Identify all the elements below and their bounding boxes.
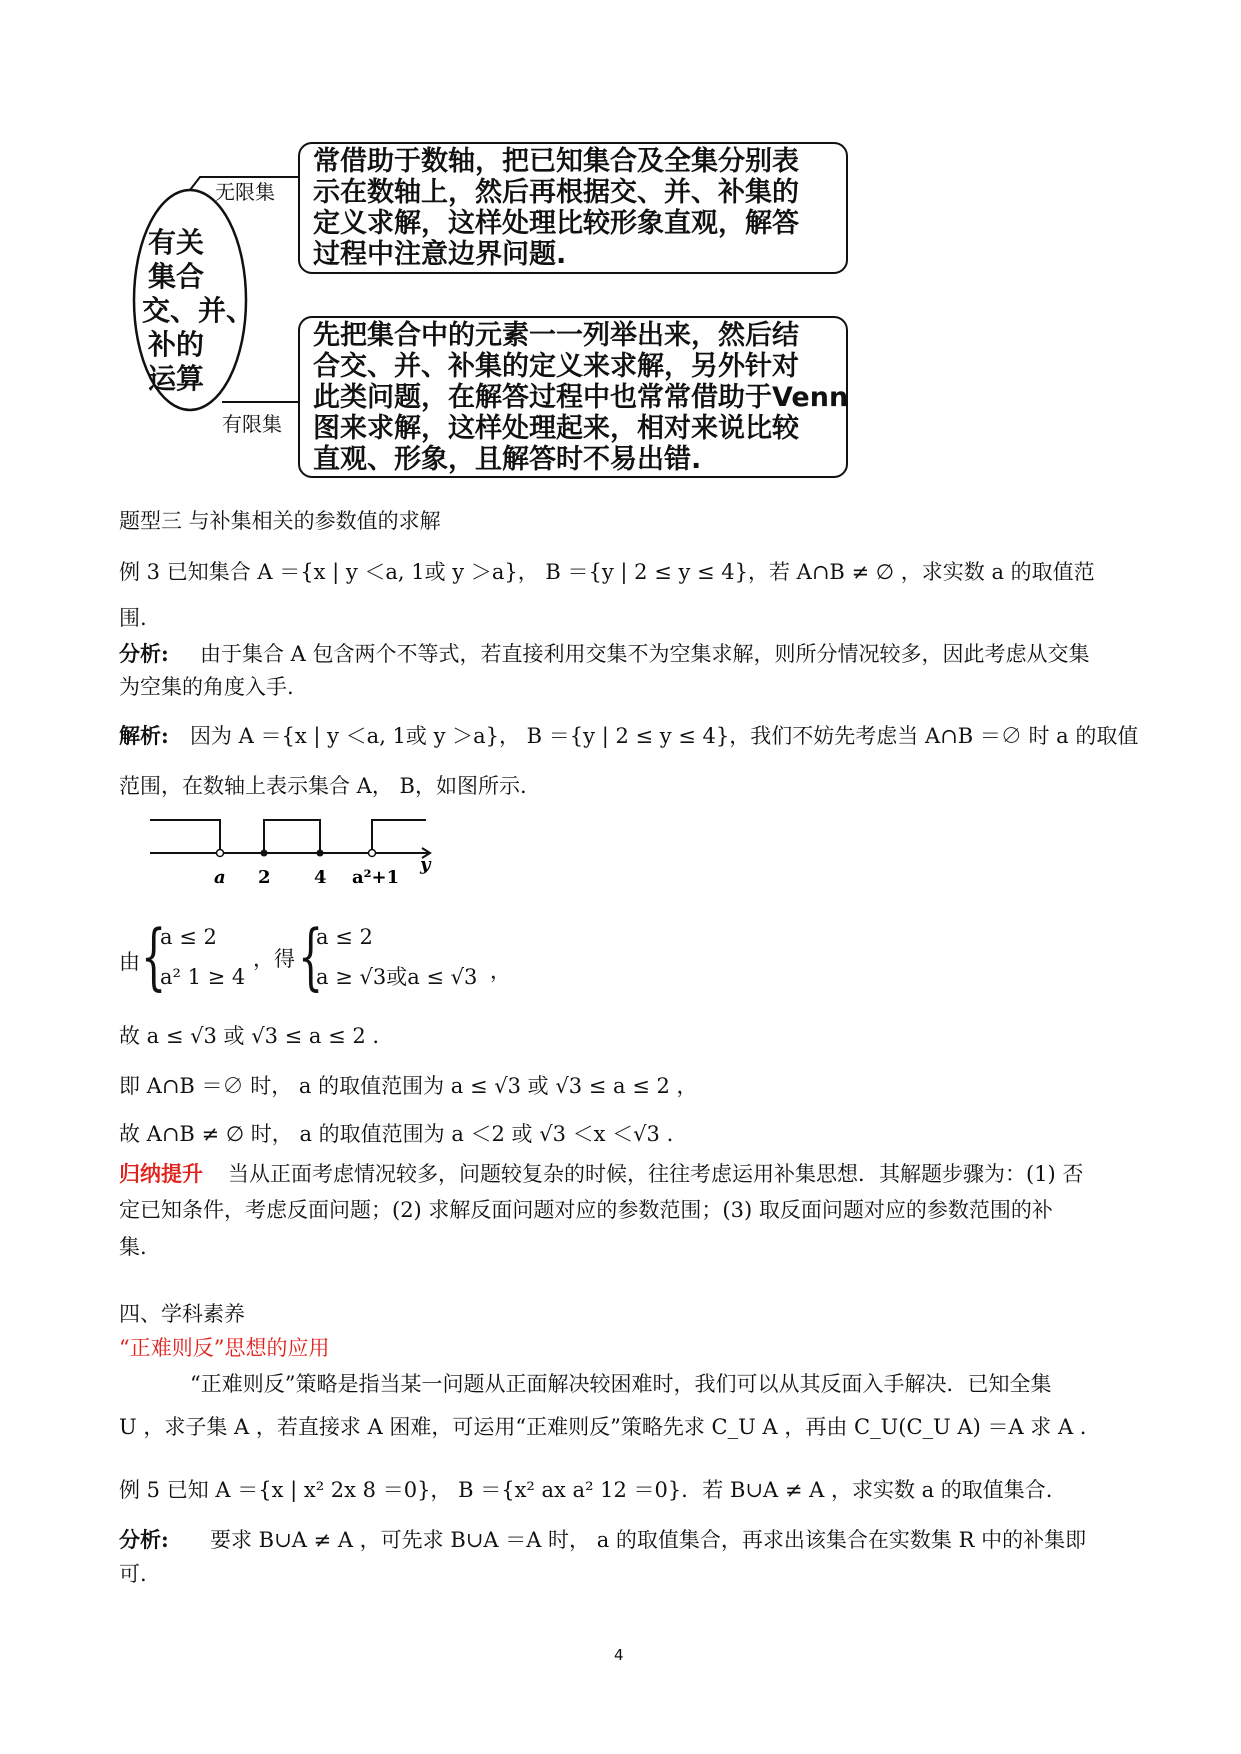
open-point-a2 <box>369 850 376 857</box>
open-point-a <box>217 850 224 857</box>
center-line: 交、并、 <box>142 294 255 327</box>
summary-line1: 当从正面考虑情况较多，问题较复杂的时候，往往考虑运用补集思想．其解题步骤为：(1) 否 <box>228 1162 1084 1186</box>
brace-2: { <box>298 914 324 998</box>
system1-line2: a² 1 ≥ 4 <box>160 965 246 989</box>
center-text <box>142 226 255 396</box>
analysis-line2: 为空集的角度入手. <box>119 675 294 699</box>
derivation-tail: ， <box>490 959 511 983</box>
section4-title: 四、学科素养 <box>119 1302 245 1326</box>
set-a-right <box>372 820 426 853</box>
set-b <box>264 820 320 853</box>
section4-para-line1: “正难则反”策略是指当某一问题从正面解决较困难时，我们可以从其反面入手解决．已知全集 <box>190 1372 1052 1396</box>
center-line: 运算 <box>148 362 205 395</box>
analysis-label: 分析: <box>119 641 169 666</box>
box-line: 常借助于数轴，把已知集合及全集分别表 <box>313 146 799 177</box>
summary-line3: 集. <box>119 1235 147 1259</box>
system2-line2: a ≥ √3或a ≤ √3 <box>316 965 478 989</box>
solution-line1: 因为 A ＝{x | y ＜a, 1或 y ＞a}， B ＝{y | 2 ≤ y ≤ 4}，我们不妨先考虑当 A∩B ＝∅ 时 a 的取值 <box>190 724 1139 748</box>
box-line: 此类问题，在解答过程中也常常借助于Venn <box>313 382 849 413</box>
label-finite: 有限集 <box>222 412 282 436</box>
tick-label-a2plus1: a²+1 <box>352 867 400 888</box>
box-line: 先把集合中的元素一一列举出来，然后结 <box>313 320 799 351</box>
conclusion-line2: 即 A∩B ＝∅ 时， a 的取值范围为 a ≤ √3 或 √3 ≤ a ≤ 2 ， <box>119 1074 698 1098</box>
conclusion-line3: 故 A∩B ≠ ∅ 时， a 的取值范围为 a ＜2 或 √3 ＜x ＜√3 . <box>119 1122 674 1146</box>
page-number: 4 <box>614 1646 624 1664</box>
box-line: 定义求解，这样处理比较形象直观，解答 <box>313 208 799 239</box>
section4-analysis-line1: 要求 B∪A ≠ A ，可先求 B∪A ＝A 时， a 的取值集合，再求出该集合在实数集 R 中的补集即 <box>210 1528 1087 1552</box>
section4-analysis-line2: 可. <box>119 1562 147 1586</box>
section4-para-line2: U ，求子集 A ，若直接求 A 困难，可运用“正难则反”策略先求 C_U A ，再由 C_U(C_U A) ＝A 求 A . <box>119 1415 1087 1439</box>
tick-label-2: 2 <box>258 867 271 888</box>
derivation-you: 由 <box>119 950 140 974</box>
box-line: 合交、并、补集的定义来求解，另外针对 <box>313 351 799 382</box>
example5: 例 5 已知 A ＝{x | x² 2x 8 ＝0}， B ＝{x² ax a² 12 ＝0}．若 B∪A ≠ A ，求实数 a 的取值集合. <box>119 1478 1053 1502</box>
label-infinite: 无限集 <box>215 180 275 204</box>
example3-line1: 例 3 已知集合 A ＝{x | y ＜a, 1或 y ＞a}， B ＝{y | 2 ≤ y ≤ 4}，若 A∩B ≠ ∅ ，求实数 a 的取值范 <box>119 560 1095 584</box>
box-infinite-text <box>313 146 799 270</box>
box-line: 示在数轴上，然后再根据交、并、补集的 <box>313 177 799 208</box>
analysis-line1: 由于集合 A 包含两个不等式，若直接利用交集不为空集求解，则所分情况较多，因此考虑从交集 <box>200 642 1090 666</box>
summary-label: 归纳提升 <box>119 1162 203 1186</box>
box-finite-text <box>313 320 848 475</box>
system1-line1: a ≤ 2 <box>160 925 217 949</box>
closed-point-2 <box>261 850 268 857</box>
center-line: 集合 <box>148 260 205 293</box>
center-line: 补的 <box>148 328 205 361</box>
axis-label-y: y <box>420 854 431 875</box>
conclusion-line1: 故 a ≤ √3 或 √3 ≤ a ≤ 2 . <box>119 1024 380 1048</box>
derivation-de: ，得 <box>253 947 295 971</box>
center-line: 有关 <box>148 226 205 259</box>
solution-label: 解析: <box>119 723 169 748</box>
section4-analysis-label: 分析: <box>119 1527 169 1552</box>
closed-point-4 <box>317 850 324 857</box>
brace-1: { <box>141 914 167 998</box>
set-a-left <box>150 820 220 853</box>
section3-title: 题型三 与补集相关的参数值的求解 <box>119 509 441 533</box>
summary-line2: 定已知条件，考虑反面问题；(2) 求解反面问题对应的参数范围；(3) 取反面问题对应的参数范围的补 <box>119 1198 1053 1222</box>
example3-line2: 围. <box>119 606 147 630</box>
system2-line1: a ≤ 2 <box>316 925 373 949</box>
tick-label-a: a <box>214 867 226 888</box>
tick-label-4: 4 <box>314 867 327 888</box>
number-line <box>140 808 440 890</box>
box-line: 图来求解，这样处理起来，相对来说比较 <box>313 413 799 444</box>
box-line: 直观、形象，且解答时不易出错. <box>313 444 702 475</box>
section4-subtitle: “正难则反”思想的应用 <box>119 1336 330 1360</box>
solution-line2: 范围，在数轴上表示集合 A， B，如图所示. <box>119 774 527 798</box>
box-line: 过程中注意边界问题. <box>313 239 567 270</box>
